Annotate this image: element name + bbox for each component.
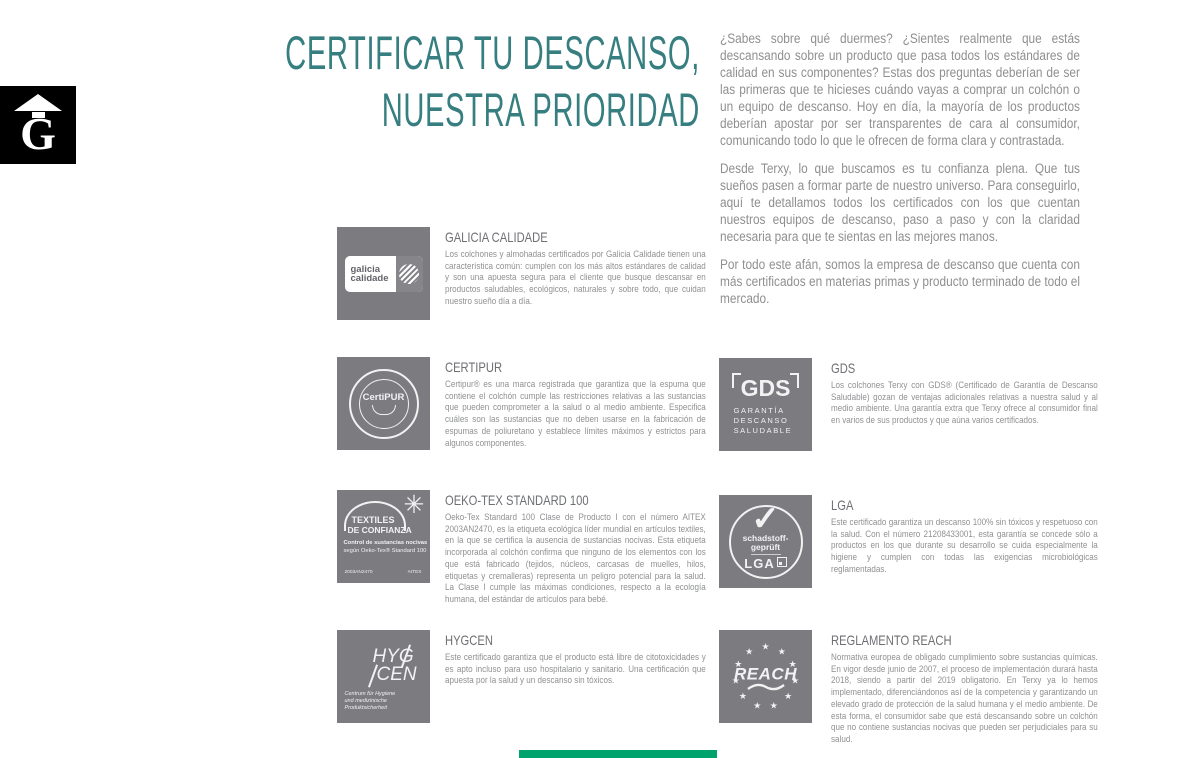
lga-mark-text: LGA — [744, 555, 775, 571]
oeko-ref-number: 2003AN2470 — [344, 569, 373, 575]
hygcen-logo-line2: CEN — [376, 663, 417, 685]
reach-star-icon — [770, 701, 778, 710]
cert-text-oeko: Oeko-Tex Standard 100 Clase de Producto I con el número AITEX 2003AN2470, es la etiqueta ecológica líder mundial en artículos textiles, en la que se certifica la ausencia de sustancias nocivas. Esta etiqueta incorporada al colchón confirma que ninguno de los elementos con los que está fabricado (tejidos, núcleos, carcasas de muelles, hilos, etiquetas y cremalleras) representa un peligro potencial para la salud. La Clase I cumple las máximas condiciones, respecto a la ecología humana, del estándar de artículos para bebé. — [445, 512, 706, 605]
galicia-logo-line2: calidade — [350, 272, 389, 284]
cert-title-certipur: CERTIPUR — [445, 359, 503, 375]
reach-star-icon — [761, 642, 769, 651]
hygcen-logo-wrap — [339, 632, 429, 722]
cert-title-oeko: OEKO-TEX STANDARD 100 — [445, 492, 589, 508]
cert-text-certipur: Certipur® es una marca registrada que garantiza que la espuma que contiene el colchón cumple las restricciones relativas a las sustancias que pueden comprometer a la salud o al medio ambiente. Especifica cuáles son las sustancias que no deben usarse en la fabricación de espumas de poliuretano y establece límites máximos y estrictos para algunos componentes. — [445, 379, 706, 449]
gds-sub-line1: GARANTÍA — [733, 406, 785, 415]
gds-logo — [719, 358, 812, 451]
oeko-tex-logo — [337, 490, 430, 583]
reach-label: REACH — [734, 664, 797, 684]
cert-title-lga: LGA — [831, 497, 854, 513]
cert-text-hygcen: Este certificado garantiza que el producto está libre de citotoxicidades y es apto incluso para uso hospitalario y sanitario. Una certificación que apuesta por la salud y un descanso sin tóxicos. — [445, 652, 706, 687]
gds-acronym: GDS — [732, 373, 800, 400]
cert-title-gds: GDS — [831, 360, 856, 376]
page-title-line2: NUESTRA PRIORIDAD — [381, 83, 700, 136]
oeko-logo-line1: TEXTILES — [351, 514, 395, 525]
cert-text-gds: Los colchones Terxy con GDS® (Certificado de Garantía de Descanso Saludable) gozan de ventajas adicionales relativas a nuestra salud y al medio ambiente. Una garantía extra que Terxy ofrece al consumidor final en varios de sus productos y que aúna varios certificados. — [831, 380, 1098, 427]
hygcen-subtitle — [345, 691, 429, 712]
cert-title-hygcen: HYGCEN — [445, 632, 493, 648]
oeko-logo-sub1: Control de sustancias nocivas — [343, 539, 428, 546]
certipur-seal-icon — [349, 369, 419, 439]
reach-star-icon — [753, 701, 761, 710]
galicia-label-plate — [345, 256, 423, 292]
cert-text-lga: Este certificado garantiza un descanso 100% sin tóxicos y respetuoso con la salud. Con el número 21208433001, esta garantía se concede sólo a productos en los que durante su desarrollo se cuida especialmente la higiene y cumplen con todas las exigencias microbiológicas reglamentadas. — [831, 517, 1098, 575]
cert-title-reach: REGLAMENTO REACH — [831, 632, 952, 648]
cert-title-galicia: GALICIA CALIDADE — [445, 229, 548, 245]
certipur-swoosh — [372, 405, 396, 415]
gds-sub-line3: SALUDABLE — [733, 426, 793, 435]
intro-paragraph-3: Por todo este afán, somos la empresa de descanso que cuenta con más certificados en materias primas y producto terminado de todo el mercado. — [720, 257, 1080, 306]
certipur-seal-inner — [359, 379, 409, 429]
page-title-line1: CERTIFICAR TU DESCANSO, — [285, 26, 700, 79]
galicia-globe-icon — [399, 264, 419, 284]
lga-mark — [731, 556, 801, 571]
lga-square-icon — [777, 557, 787, 567]
intro-paragraph-2: Desde Terxy, lo que buscamos es tu confianza plena. Que tus sueños pasen a formar parte de nuestro universo. Para conseguirlo, aquí te detallamos todos los certificados con los que cuentan nuestros equipos de descanso, paso a paso y con la claridad necesaria para que te sientas en las mejores manos. — [720, 161, 1080, 244]
oeko-flower-icon — [404, 493, 425, 518]
reach-star-icon — [778, 647, 786, 656]
gds-sub-line2: DESCANSO — [733, 416, 789, 425]
lga-logo — [719, 495, 812, 588]
oeko-ref-aitex: AITEX — [407, 569, 422, 575]
page-title — [285, 24, 700, 138]
lga-divider — [751, 554, 781, 555]
reach-star-icon — [745, 647, 753, 656]
brand-letter: G — [20, 108, 56, 159]
hygcen-sub-line2: und medizinische Produktsicherheit — [344, 697, 387, 711]
certipur-logo — [337, 357, 430, 450]
lga-seal — [729, 505, 803, 579]
galicia-globe-box — [396, 256, 423, 292]
reach-logo — [719, 630, 812, 723]
cert-text-reach: Normativa europea de obligado cumplimiento sobre sustancias químicas. En vigor desde junio de 2007, el proceso de implementación durará hasta 2018, siendo a partir del 2019 obligatorio. En Terxy ya lo hemos implementado, diferenciándonos así de la competencia y garantizando un elevado grado de protección de la salud humana y el medio ambiente. De esta forma, el consumidor sabe que está descansando sobre un colchón que no contiene sustancias nocivas que pueden ser perjudiciales para su salud. — [831, 652, 1098, 745]
hygcen-logo — [337, 630, 430, 723]
certipur-seal-text: CertiPUR — [362, 392, 405, 403]
oeko-logo-line2: DE CONFIANZA — [347, 524, 412, 535]
footer-accent-bar — [519, 750, 717, 758]
gds-logo-wrap — [732, 373, 800, 436]
galicia-logo-text — [345, 256, 396, 292]
oeko-logo-wrap — [340, 493, 428, 581]
lga-logo-line1: schadstoff- — [742, 532, 789, 543]
hygcen-sub-line1: Centrum für Hygiene — [344, 690, 396, 697]
reach-wave-icon — [746, 680, 786, 698]
galicia-logo-line1: galicia — [350, 263, 381, 275]
cert-text-galicia: Los colchones y almohadas certificados por Galicia Calidade tienen una característica común: cumplen con los más altos estándares de calidad y son una apuesta segura para el cliente que busque descansar en productos saludables, ecológicos, naturales y sobre todo, que cuidan nuestro sueño día a día. — [445, 249, 706, 307]
galicia-calidade-logo — [337, 227, 430, 320]
hygcen-logo-line1: HYG — [372, 645, 414, 667]
intro-text — [720, 30, 1080, 318]
intro-paragraph-1: ¿Sabes sobre qué duermes? ¿Sientes realmente que estás descansando sobre un producto que pasa todos los estándares de calidad en sus componentes? Estas dos preguntas deberían de ser las primeras que te hicieses cuándo vayas a comprar un colchón o un equipo de descanso. Hoy en día, la mayoría de los productos deberían apostar por ser transparentes de cara al consumidor, comunicando todo lo que le ofrecen de forma clara y contrastada. — [720, 31, 1080, 148]
oeko-logo-sub2: según Oeko-Tex® Standard 100 — [343, 547, 427, 554]
lga-logo-line2: geprüft — [750, 541, 781, 552]
gds-subtitle — [732, 406, 800, 436]
reach-logo-wrap — [721, 632, 811, 722]
brand-logo[interactable] — [0, 86, 76, 164]
